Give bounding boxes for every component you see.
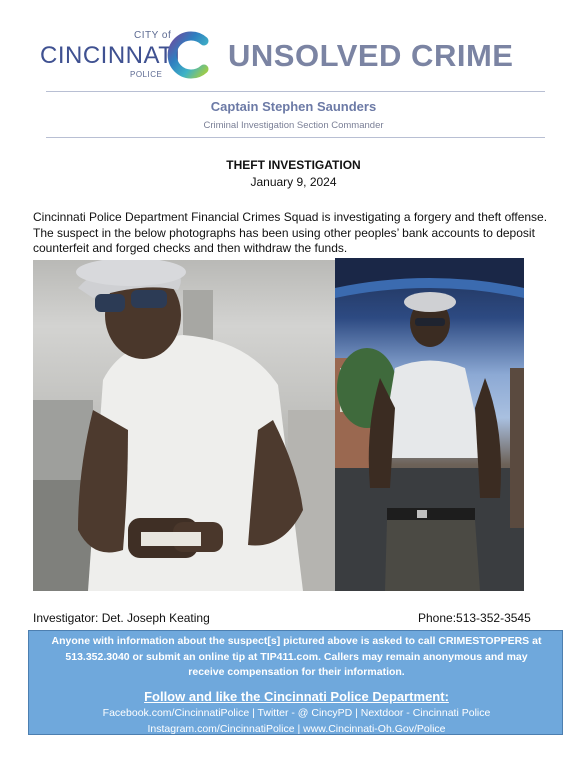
investigator-phone: Phone:513-352-3545 xyxy=(418,611,531,625)
logo-city-name: CINCINNATI xyxy=(40,42,181,69)
social-links-line-2: Instagram.com/CincinnatiPolice | www.Cincinnati-Oh.Gov/Police xyxy=(147,722,446,735)
social-links-line-1: Facebook.com/CincinnatiPolice | Twitter - @ CincyPD | Nextdoor - Cincinnati Police xyxy=(102,707,491,719)
header-divider-top xyxy=(46,91,545,92)
bulletin-date: January 9, 2024 xyxy=(250,175,337,189)
logo-city-of: CITY of xyxy=(134,30,172,41)
logo-c-emblem-icon xyxy=(164,31,210,79)
social-links xyxy=(29,706,564,737)
commander-title: Criminal Investigation Section Commander xyxy=(203,120,384,131)
cincinnati-police-logo xyxy=(40,30,210,82)
investigator-name: Investigator: Det. Joseph Keating xyxy=(33,611,210,625)
page-headline: UNSOLVED CRIME xyxy=(228,38,514,73)
logo-department: POLICE xyxy=(130,70,163,79)
header-divider-bottom xyxy=(46,137,545,138)
tip-info-box xyxy=(28,630,563,735)
suspect-photo-closeup xyxy=(33,260,335,591)
bulletin-title: THEFT INVESTIGATION xyxy=(226,158,361,172)
follow-heading: Follow and like the Cincinnati Police Department: xyxy=(144,689,449,704)
commander-name: Captain Stephen Saunders xyxy=(210,99,377,114)
suspect-photo-fullbody xyxy=(335,258,524,591)
bulletin-description: Cincinnati Police Department Financial Crimes Squad is investigating a forgery and theft offense. The suspect in the below photographs has been using other peoples’ bank accounts to deposit counterfeit and forged checks and then withdraw the funds. xyxy=(33,210,548,255)
tip-info-text: Anyone with information about the suspect[s] pictured above is asked to call CRIMESTOPPERS at 513.352.3040 or submit an online tip at TIP411.com. Callers may remain anonymous and may receive compensation for their information. xyxy=(51,635,542,678)
